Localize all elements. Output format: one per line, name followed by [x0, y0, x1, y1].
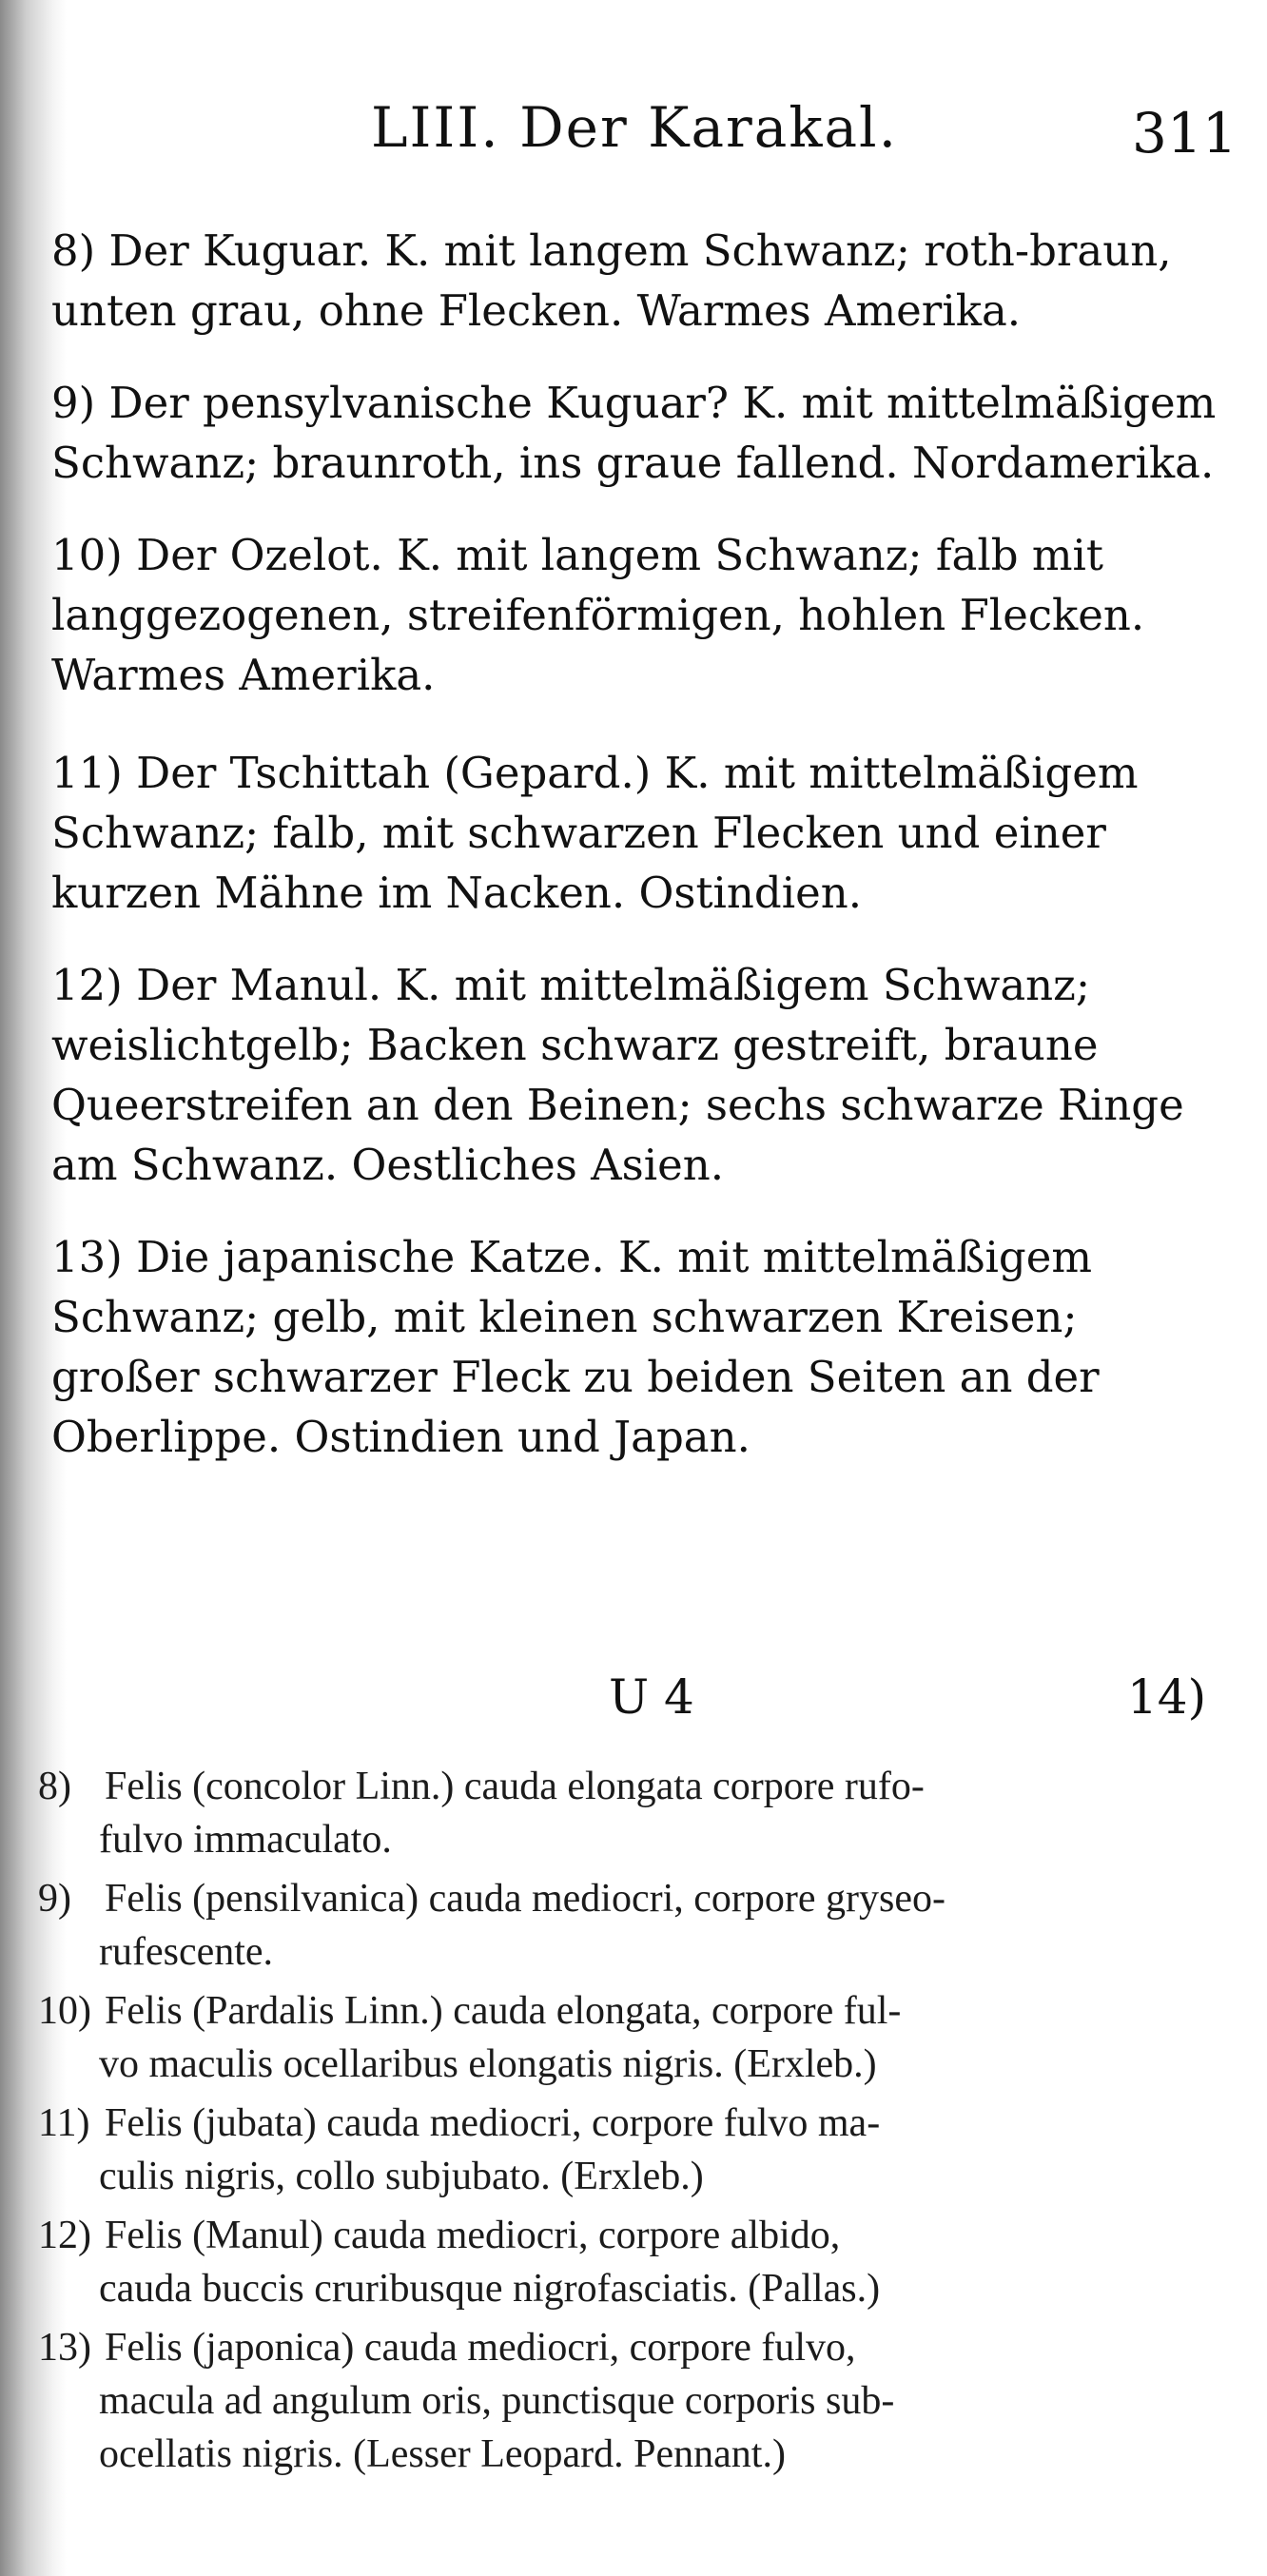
footnotes	[38, 1760, 1227, 2487]
entry-8	[51, 221, 1221, 341]
footnote-line: Felis (concolor Linn.) cauda elongata corpore rufo-	[105, 1765, 925, 1808]
footnote-line: Felis (jubata) cauda mediocri, corpore fulvo ma-	[105, 2101, 881, 2145]
footnote-line: Felis (japonica) cauda mediocri, corpore fulvo,	[105, 2326, 856, 2370]
entry-number: 11)	[51, 748, 123, 798]
footnote-13	[38, 2321, 1227, 2481]
running-title: LIII. Der Karakal.	[371, 95, 899, 160]
footnote-line: culis nigris, collo subjubato. (Erxleb.)	[99, 2155, 704, 2198]
entry-12	[51, 955, 1221, 1195]
footnote-number: 10)	[38, 1989, 91, 2033]
entry-9	[51, 373, 1221, 493]
footnote-line: Felis (Pardalis Linn.) cauda elongata, corpore ful-	[105, 1989, 902, 2033]
footnote-number: 11)	[38, 2101, 90, 2145]
footnote-number: 9)	[38, 1877, 71, 1921]
footnote-11	[38, 2097, 1227, 2203]
footnote-line: rufescente.	[99, 1930, 274, 1974]
entry-text: Die japanische Katze. K. mit mittelmäßigem Schwanz; gelb, mit kleinen schwarzen Kreisen; großer schwarzer Fleck zu beiden Seiten an der Oberlippe. Ostindien und Japan.	[51, 1232, 1100, 1462]
entry-10	[51, 525, 1221, 705]
page-header	[0, 95, 1267, 190]
entry-text: Der Manul. K. mit mittelmäßigem Schwanz; weislichtgelb; Backen schwarz gestreift, braune Queerstreifen an den Beinen; sechs schwarze Ringe am Schwanz. Oestliches Asien.	[51, 960, 1184, 1190]
page-number: 311	[1132, 101, 1238, 166]
footnote-12	[38, 2209, 1227, 2315]
signature-line	[0, 1669, 1267, 1736]
footnote-number: 12)	[38, 2214, 91, 2257]
footnote-line: Felis (pensilvanica) cauda mediocri, corpore gryseo-	[105, 1877, 945, 1921]
entry-number: 10)	[51, 530, 123, 580]
footnote-line: vo maculis ocellaribus elongatis nigris. (Erxleb.)	[99, 2042, 877, 2086]
entry-text: Der Kuguar. K. mit langem Schwanz; roth-braun, unten grau, ohne Flecken. Warmes Amerika.	[51, 225, 1172, 336]
entry-number: 12)	[51, 960, 123, 1010]
entry-13	[51, 1227, 1221, 1467]
entry-text: Der Ozelot. K. mit langem Schwanz; falb mit langgezogenen, streifenförmigen, hohlen Flecken. Warmes Amerika.	[51, 530, 1145, 700]
catchword: 14)	[1127, 1669, 1207, 1725]
footnote-line: ocellatis nigris. (Lesser Leopard. Pennant.)	[99, 2432, 786, 2476]
footnote-line: Felis (Manul) cauda mediocri, corpore albido,	[105, 2214, 841, 2257]
footnote-line: cauda buccis cruribusque nigrofasciatis. (Pallas.)	[99, 2267, 881, 2311]
footnote-number: 13)	[38, 2326, 91, 2370]
signature-mark: U 4	[609, 1669, 694, 1725]
entry-number: 9)	[51, 378, 96, 428]
footnote-9	[38, 1872, 1227, 1979]
footnote-10	[38, 1984, 1227, 2091]
footnote-line: macula ad angulum oris, punctisque corporis sub-	[99, 2379, 895, 2423]
footnote-number: 8)	[38, 1765, 71, 1808]
entry-number: 8)	[51, 225, 96, 276]
entry-number: 13)	[51, 1232, 123, 1282]
entry-text: Der pensylvanische Kuguar? K. mit mittelmäßigem Schwanz; braunroth, ins graue fallend. Nordamerika.	[51, 378, 1217, 488]
main-text	[51, 221, 1221, 1499]
entry-11	[51, 743, 1221, 923]
entry-text: Der Tschittah (Gepard.) K. mit mittelmäßigem Schwanz; falb, mit schwarzen Flecken und einer kurzen Mähne im Nacken. Ostindien.	[51, 748, 1139, 918]
footnote-8	[38, 1760, 1227, 1866]
footnote-line: fulvo immaculato.	[99, 1818, 392, 1862]
